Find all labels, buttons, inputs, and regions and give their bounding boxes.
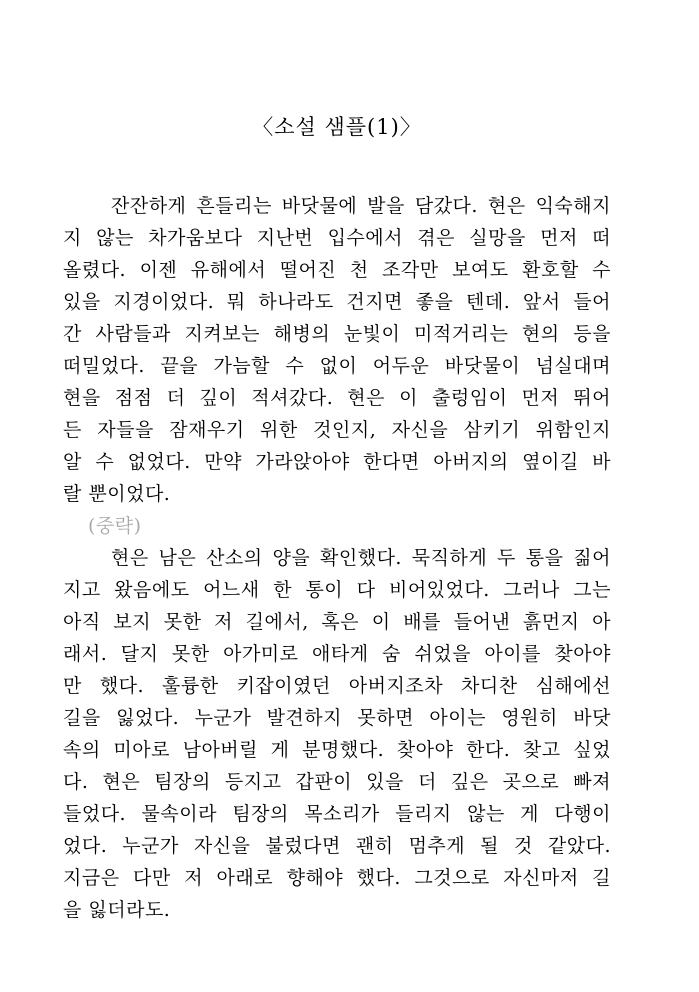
text-line: 있을 지경이었다. 뭐 하나라도 건지면 좋을 텐데. 앞서 들어	[63, 291, 611, 313]
omission-marker: (중략)	[88, 515, 142, 537]
document-title: 〈소설 샘플(1)〉	[252, 115, 422, 139]
text-line: 만 했다. 훌륭한 키잡이였던 아버지조차 차디찬 심해에선	[63, 675, 611, 697]
text-line: 다. 현은 팀장의 등지고 갑판이 있을 더 깊은 곳으로 빠져	[63, 771, 611, 793]
text-line: 지 않는 차가움보다 지난번 입수에서 겪은 실망을 먼저 떠	[63, 227, 611, 249]
text-line: 아직 보지 못한 저 길에서, 혹은 이 배를 들어낸 흙먼지 아	[63, 611, 611, 633]
text-line: 지고 왔음에도 어느새 한 통이 다 비어있었다. 그러나 그는	[63, 579, 611, 601]
text-line: 지금은 다만 저 아래로 향해야 했다. 그것으로 자신마저 길	[63, 867, 611, 889]
text-line: 들었다. 물속이라 팀장의 목소리가 들리지 않는 게 다행이	[63, 803, 611, 825]
text-line: 었다. 누군가 자신을 불렀다면 괜히 멈추게 될 것 같았다.	[63, 835, 611, 857]
text-line: 알 수 없었다. 만약 가라앉아야 한다면 아버지의 옆이길 바	[63, 451, 611, 473]
text-line: 현을 점점 더 깊이 적셔갔다. 현은 이 출렁임이 먼저 뛰어	[63, 387, 611, 409]
text-line: 든 자들을 잠재우기 위한 것인지, 자신을 삼키기 위함인지	[63, 419, 611, 441]
text-line: 길을 잃었다. 누군가 발견하지 못하면 아이는 영원히 바닷	[63, 707, 611, 729]
text-line: 랄 뿐이었다.	[63, 483, 171, 505]
document-body	[63, 190, 611, 926]
text-line: 간 사람들과 지켜보는 해병의 눈빛이 미적거리는 현의 등을	[63, 323, 611, 345]
text-line: 현은 남은 산소의 양을 확인했다. 묵직하게 두 통을 짊어	[111, 547, 611, 569]
text-line: 속의 미아로 남아버릴 게 분명했다. 찾아야 한다. 찾고 싶었	[63, 739, 611, 761]
text-line: 래서. 달지 못한 아가미로 애타게 숨 쉬었을 아이를 찾아야	[63, 643, 611, 665]
text-line: 을 잃더라도.	[63, 899, 171, 921]
text-line: 떠밀었다. 끝을 가늠할 수 없이 어두운 바닷물이 넘실대며	[63, 355, 611, 377]
text-line: 잔잔하게 흔들리는 바닷물에 발을 담갔다. 현은 익숙해지	[111, 195, 611, 217]
text-line: 올렸다. 이젠 유해에서 떨어진 천 조각만 보여도 환호할 수	[63, 259, 611, 281]
